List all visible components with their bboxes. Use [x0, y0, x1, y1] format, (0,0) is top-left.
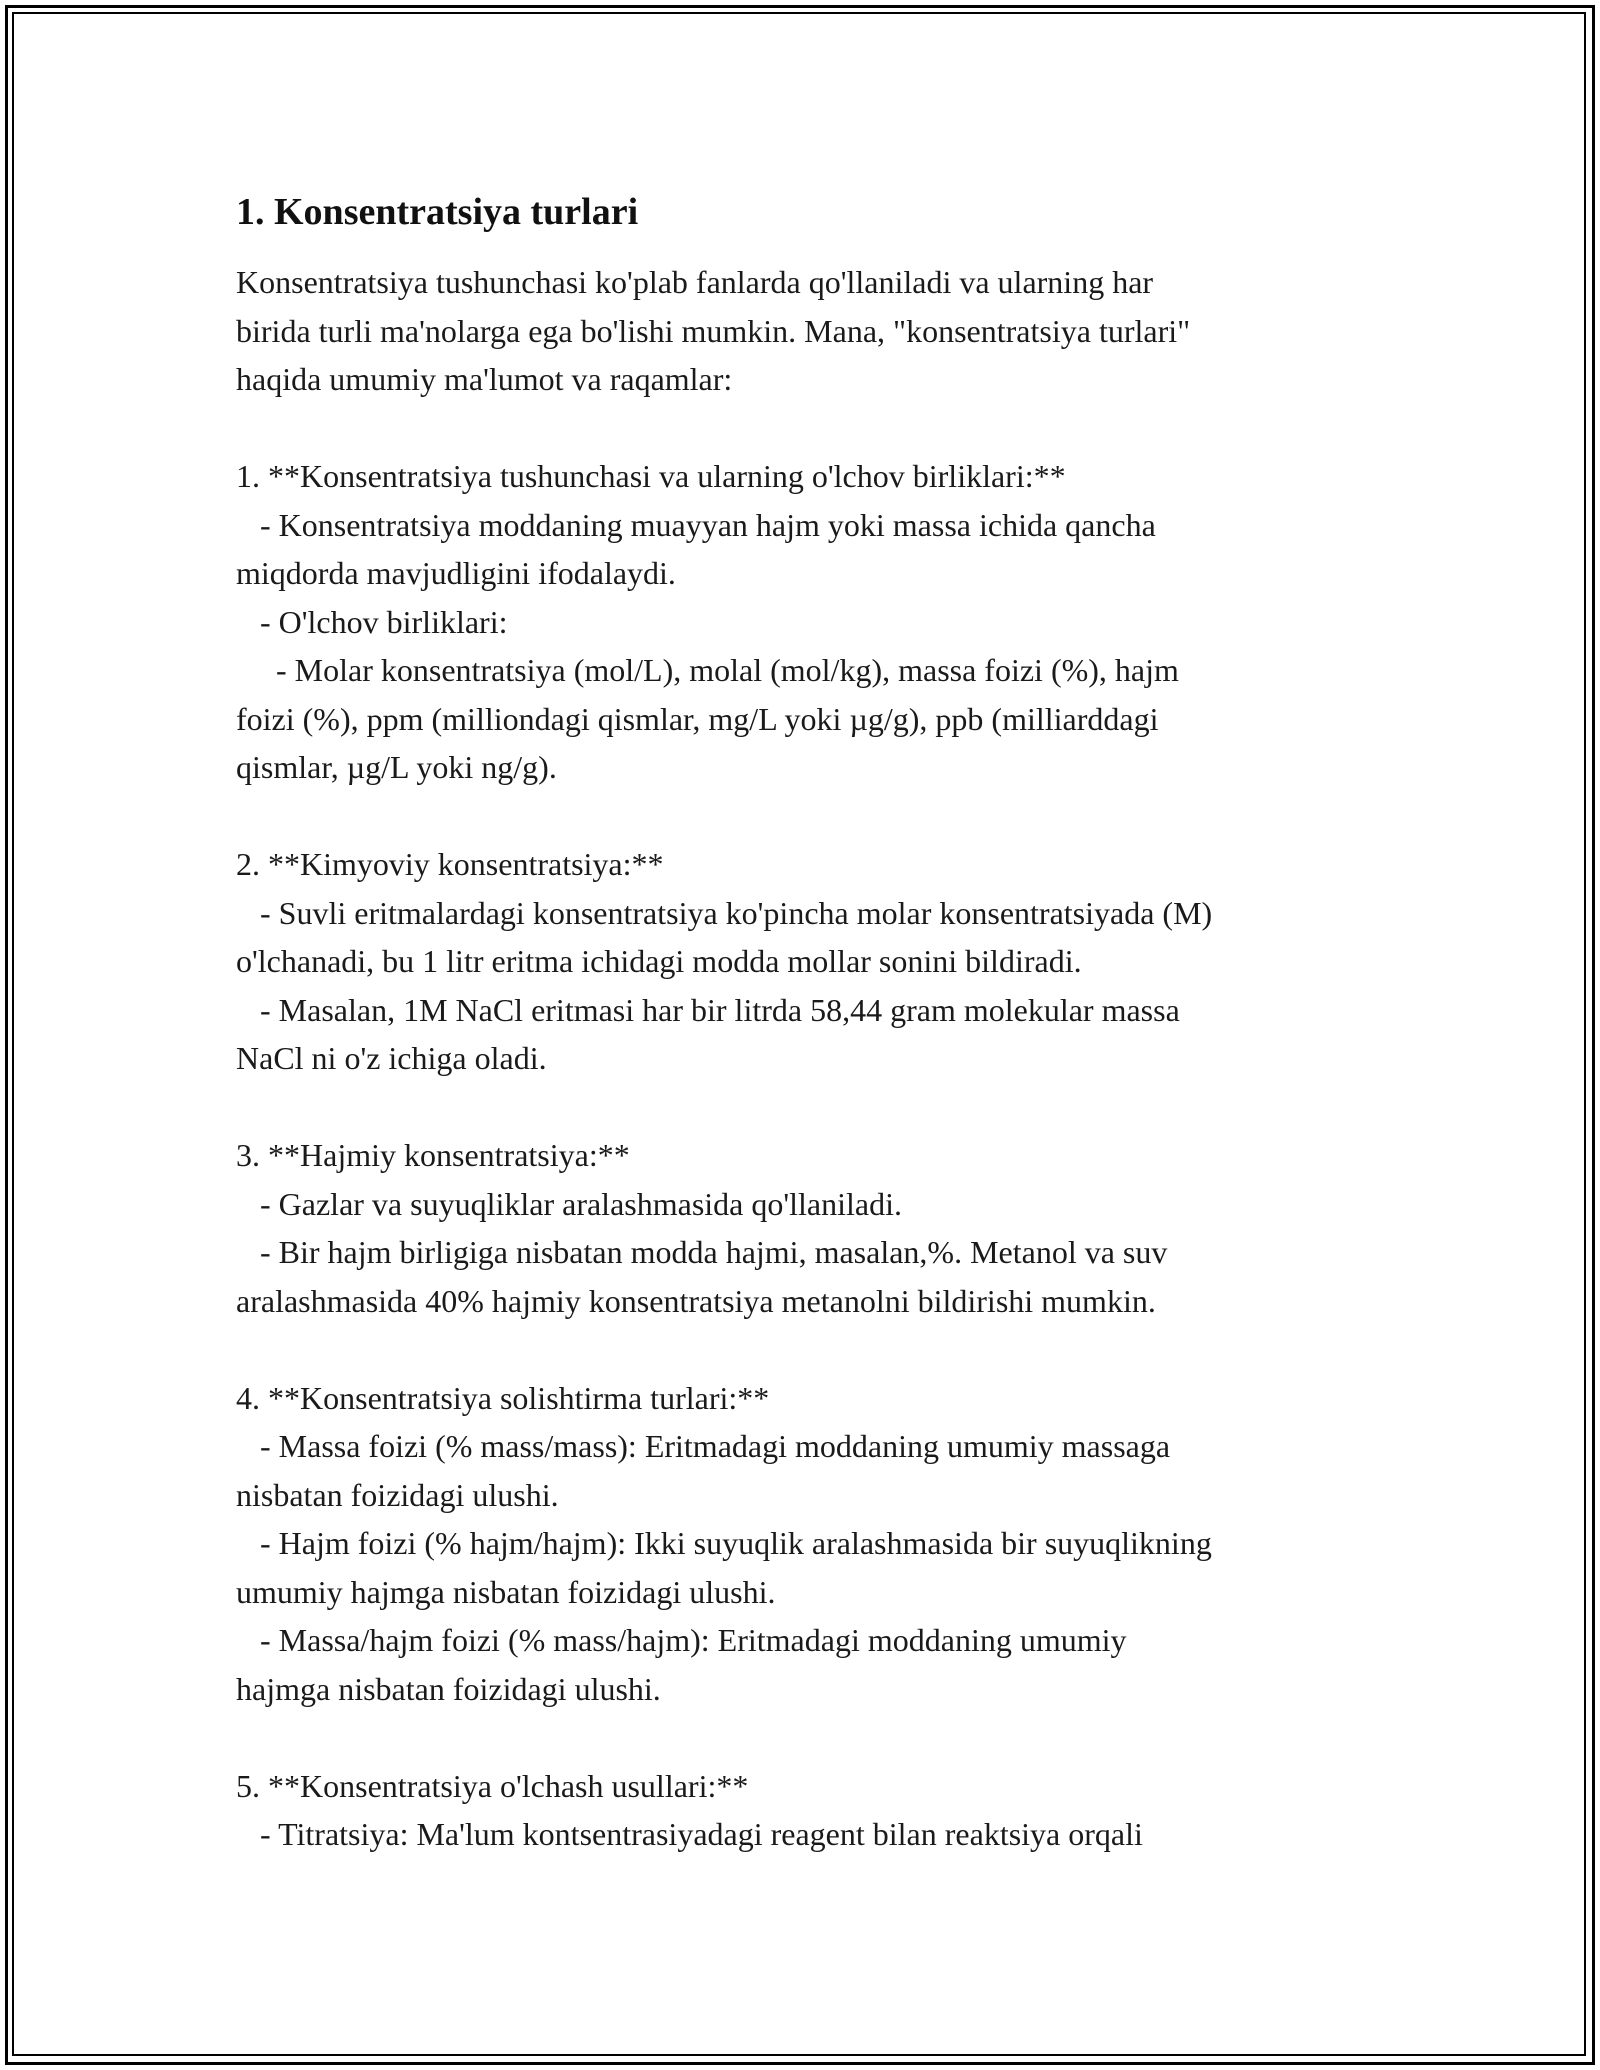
- text-line: - Titratsiya: Ma'lum kontsentrasiyadagi reagent bilan reaktsiya orqali: [236, 1816, 1143, 1852]
- text-line: aralashmasida 40% hajmiy konsentratsiya metanolni bildirishi mumkin.: [236, 1282, 1156, 1319]
- text-line: - Masalan, 1M NaCl eritmasi har bir litrda 58,44 gram molekular massa: [236, 991, 1180, 1028]
- text-line: Konsentratsiya tushunchasi ko'plab fanlarda qo'llaniladi va ularning har: [236, 264, 1154, 300]
- document-text: [236, 258, 1436, 1859]
- text-line: nisbatan foizidagi ulushi.: [236, 1476, 559, 1513]
- text-line: - Konsentratsiya moddaning muayyan hajm yoki massa ichida qancha: [236, 506, 1156, 543]
- text-line: [236, 1083, 1436, 1132]
- text-line: - Molar konsentratsiya (mol/L), molal (mol/kg), massa foizi (%), hajm: [236, 652, 1179, 688]
- text-line: umumiy hajmga nisbatan foizidagi ulushi.: [236, 1573, 776, 1610]
- text-line: [236, 792, 1436, 841]
- text-line: o'lchanadi, bu 1 litr eritma ichidagi modda mollar sonini bildiradi.: [236, 943, 1082, 979]
- text-line: - Massa foizi (% mass/mass): Eritmadagi moddaning umumiy massaga: [236, 1428, 1171, 1464]
- text-line: - Gazlar va suyuqliklar aralashmasida qo'llaniladi.: [236, 1185, 902, 1222]
- text-line: qismlar, µg/L yoki ng/g).: [236, 749, 557, 785]
- text-line: hajmga nisbatan foizidagi ulushi.: [236, 1670, 661, 1707]
- text-line: foizi (%), ppm (milliondagi qismlar, mg/L yoki µg/g), ppb (milliarddagi: [236, 700, 1159, 737]
- text-line: [236, 1713, 1436, 1762]
- text-line: [236, 404, 1436, 453]
- text-line: 1. **Konsentratsiya tushunchasi va ularning o'lchov birliklari:**: [236, 458, 1066, 494]
- text-line: 4. **Konsentratsiya solishtirma turlari:**: [236, 1379, 770, 1416]
- text-line: - Hajm foizi (% hajm/hajm): Ikki suyuqlik aralashmasida bir suyuqlikning: [236, 1525, 1212, 1561]
- text-line: [236, 1325, 1436, 1374]
- text-line: miqdorda mavjudligini ifodalaydi.: [236, 555, 676, 591]
- text-line: - Suvli eritmalardagi konsentratsiya ko'pincha molar konsentratsiyada (M): [236, 894, 1213, 931]
- text-line: NaCl ni o'z ichiga oladi.: [236, 1040, 547, 1076]
- text-line: 3. **Hajmiy konsentratsiya:**: [236, 1137, 630, 1173]
- text-line: 5. **Konsentratsiya o'lchash usullari:**: [236, 1767, 749, 1804]
- page-title: 1. Konsentratsiya turlari: [236, 191, 639, 233]
- text-line: - O'lchov birliklari:: [236, 603, 508, 640]
- text-line: - Bir hajm birligiga nisbatan modda hajmi, masalan,%. Metanol va suv: [236, 1234, 1168, 1270]
- text-line: 2. **Kimyoviy konsentratsiya:**: [236, 846, 664, 882]
- text-line: - Massa/hajm foizi (% mass/hajm): Eritmadagi moddaning umumiy: [236, 1622, 1127, 1658]
- document-body: [236, 188, 1436, 1859]
- text-line: haqida umumiy ma'lumot va raqamlar:: [236, 361, 733, 397]
- text-line: birida turli ma'nolarga ega bo'lishi mumkin. Mana, "konsentratsiya turlari": [236, 312, 1191, 349]
